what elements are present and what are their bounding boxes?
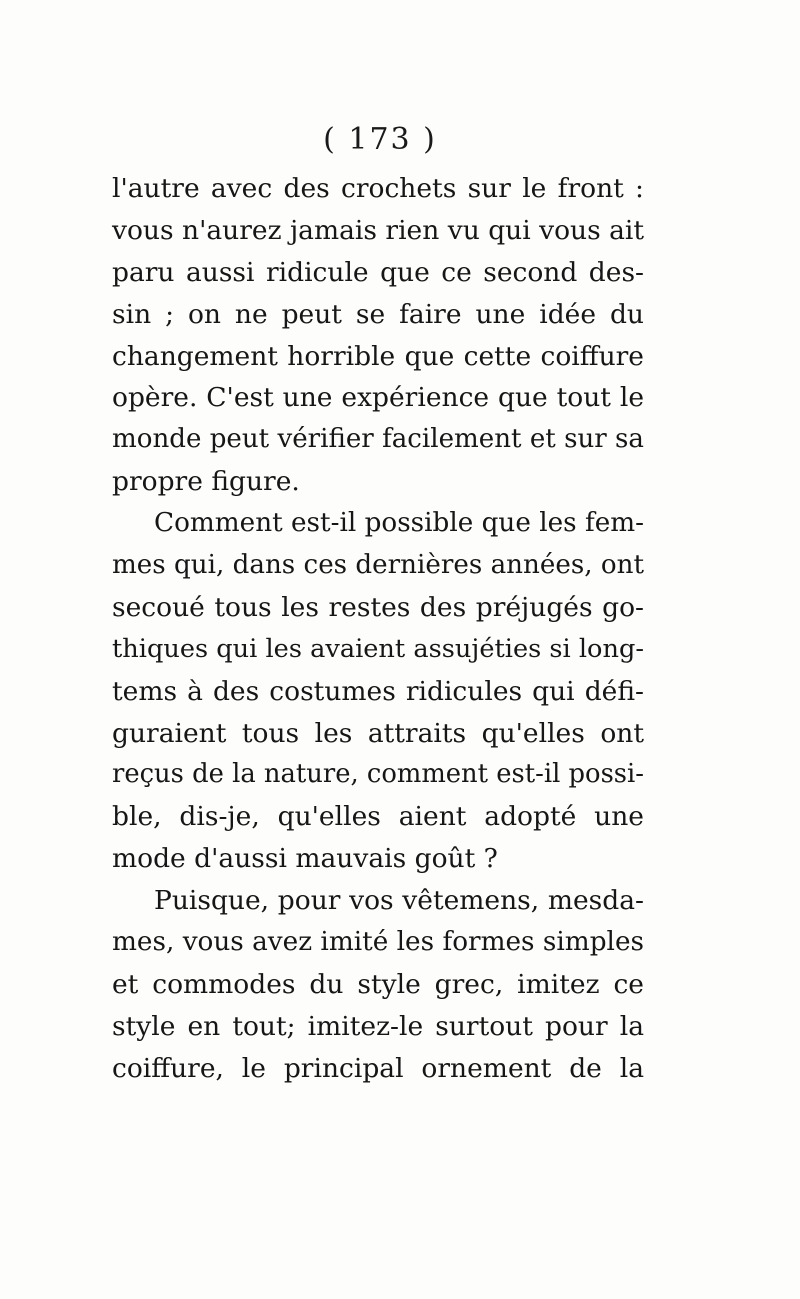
text-line: opère. C'est une expérience que tout le bbox=[112, 382, 644, 414]
text-line: l'autre avec des crochets sur le front : bbox=[112, 173, 644, 204]
text-line: guraient tous les attraits qu'elles ont bbox=[112, 717, 644, 749]
text-line: coiffure, le principal ornement de la bbox=[112, 1052, 644, 1084]
text-line: paru aussi ridicule que ce second des- bbox=[112, 256, 644, 288]
text-line: sin ; on ne peut se faire une idée du bbox=[112, 298, 644, 330]
text-line: mes qui, dans ces dernières années, ont bbox=[112, 550, 644, 581]
page-number: ( 173 ) bbox=[323, 122, 437, 157]
text-line: mode d'aussi mauvais goût ? bbox=[112, 843, 498, 875]
text-line: ble, dis-je, qu'elles aient adopté une bbox=[112, 801, 644, 833]
text-line: thiques qui les avaient assujéties si long- bbox=[112, 633, 644, 664]
text-line: vous n'aurez jamais rien vu qui vous ait bbox=[112, 214, 645, 246]
text-line: Comment est-il possible que les fem- bbox=[154, 508, 644, 539]
text-line: changement horrible que cette coiffure bbox=[112, 340, 644, 372]
text-line: tems à des costumes ridicules qui défi- bbox=[112, 675, 644, 707]
text-line: style en tout; imitez-le surtout pour la bbox=[112, 1010, 644, 1042]
text-line: propre figure. bbox=[112, 466, 300, 498]
text-line: secoué tous les restes des préjugés go- bbox=[112, 591, 644, 623]
text-line: monde peut vérifier facilement et sur sa bbox=[112, 424, 644, 455]
text-line: mes, vous avez imité les formes simples bbox=[112, 927, 644, 958]
text-line: et commodes du style grec, imitez ce bbox=[112, 968, 644, 1000]
text-line: reçus de la nature, comment est-il possi- bbox=[112, 759, 645, 790]
body-text bbox=[112, 168, 644, 1090]
text-line: Puisque, pour vos vêtemens, mesda- bbox=[154, 885, 644, 917]
